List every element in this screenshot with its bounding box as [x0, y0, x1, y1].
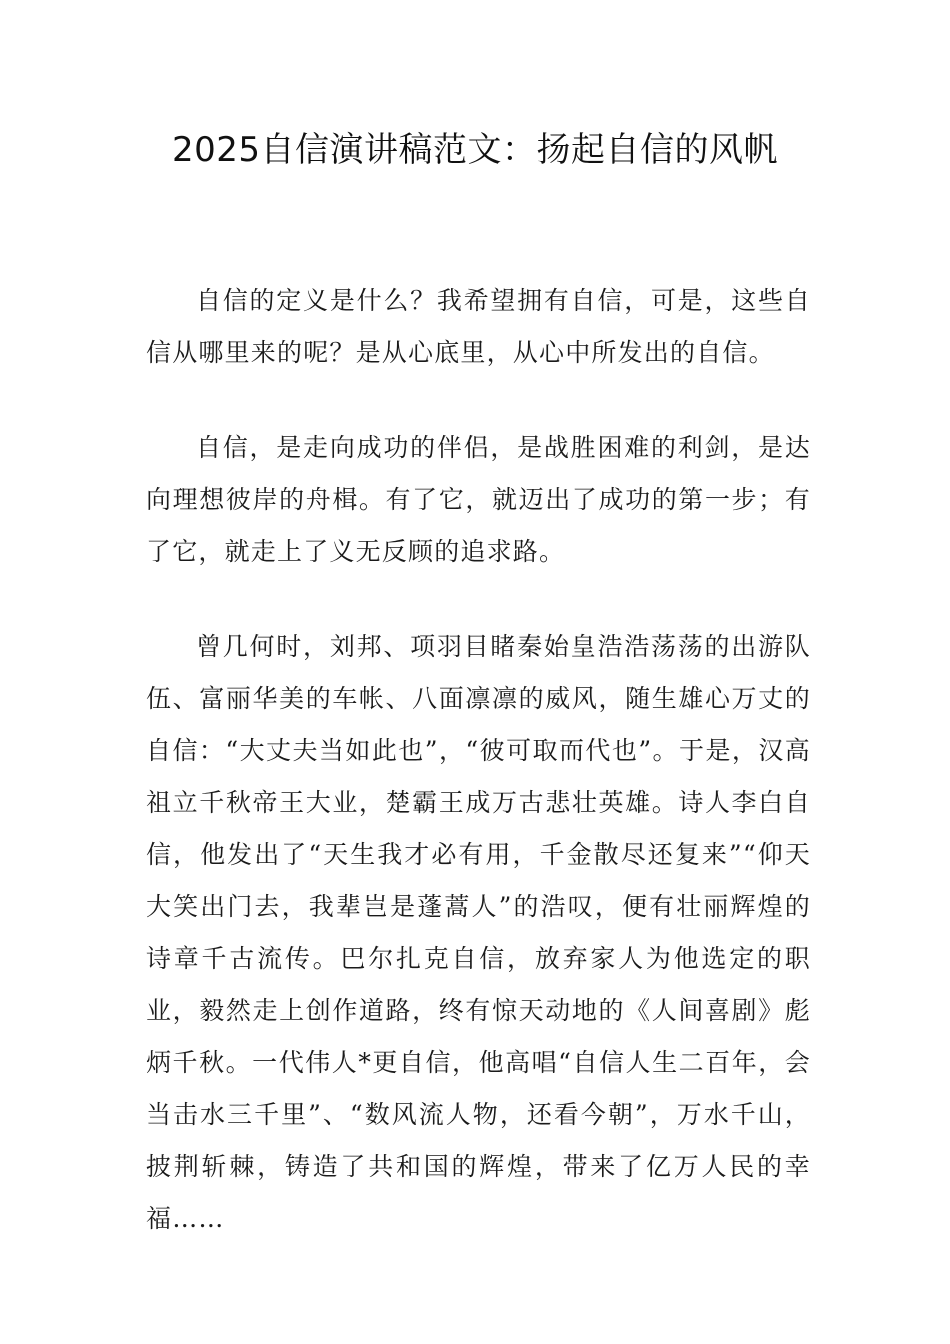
paragraph-2: 自信，是走向成功的伴侣，是战胜困难的利剑，是达向理想彼岸的舟楫。有了它，就迈出了成功的第一步；有了它，就走上了义无反顾的追求路。 — [146, 433, 811, 566]
paragraph-3: 曾几何时，刘邦、项羽目睹秦始皇浩浩荡荡的出游队伍、富丽华美的车帐、八面凛凛的威风，随生雄心万丈的自信：“大丈夫当如此也”，“彼可取而代也”。于是，汉高祖立千秋帝王大业，楚霸王成万古悲壮英雄。诗人李白自信，他发出了“天生我才必有用，千金散尽还复来”“仰天大笑出门去，我辈岂是蓬蒿人”的浩叹，便有壮丽辉煌的诗章千古流传。巴尔扎克自信，放弃家人为他选定的职业，毅然走上创作道路，终有惊天动地的《人间喜剧》彪炳千秋。一代伟人*更自信，他高唱“自信人生二百年，会当击水三千里”、“数风流人物，还看今朝”，万水千山，披荆斩棘，铸造了共和国的辉煌，带来了亿万人民的幸福…… — [146, 632, 811, 1233]
document-title: 2025自信演讲稿范文：扬起自信的风帆 — [171, 130, 779, 170]
paragraph-1: 自信的定义是什么？我希望拥有自信，可是，这些自信从哪里来的呢？是从心底里，从心中所发出的自信。 — [146, 286, 811, 367]
